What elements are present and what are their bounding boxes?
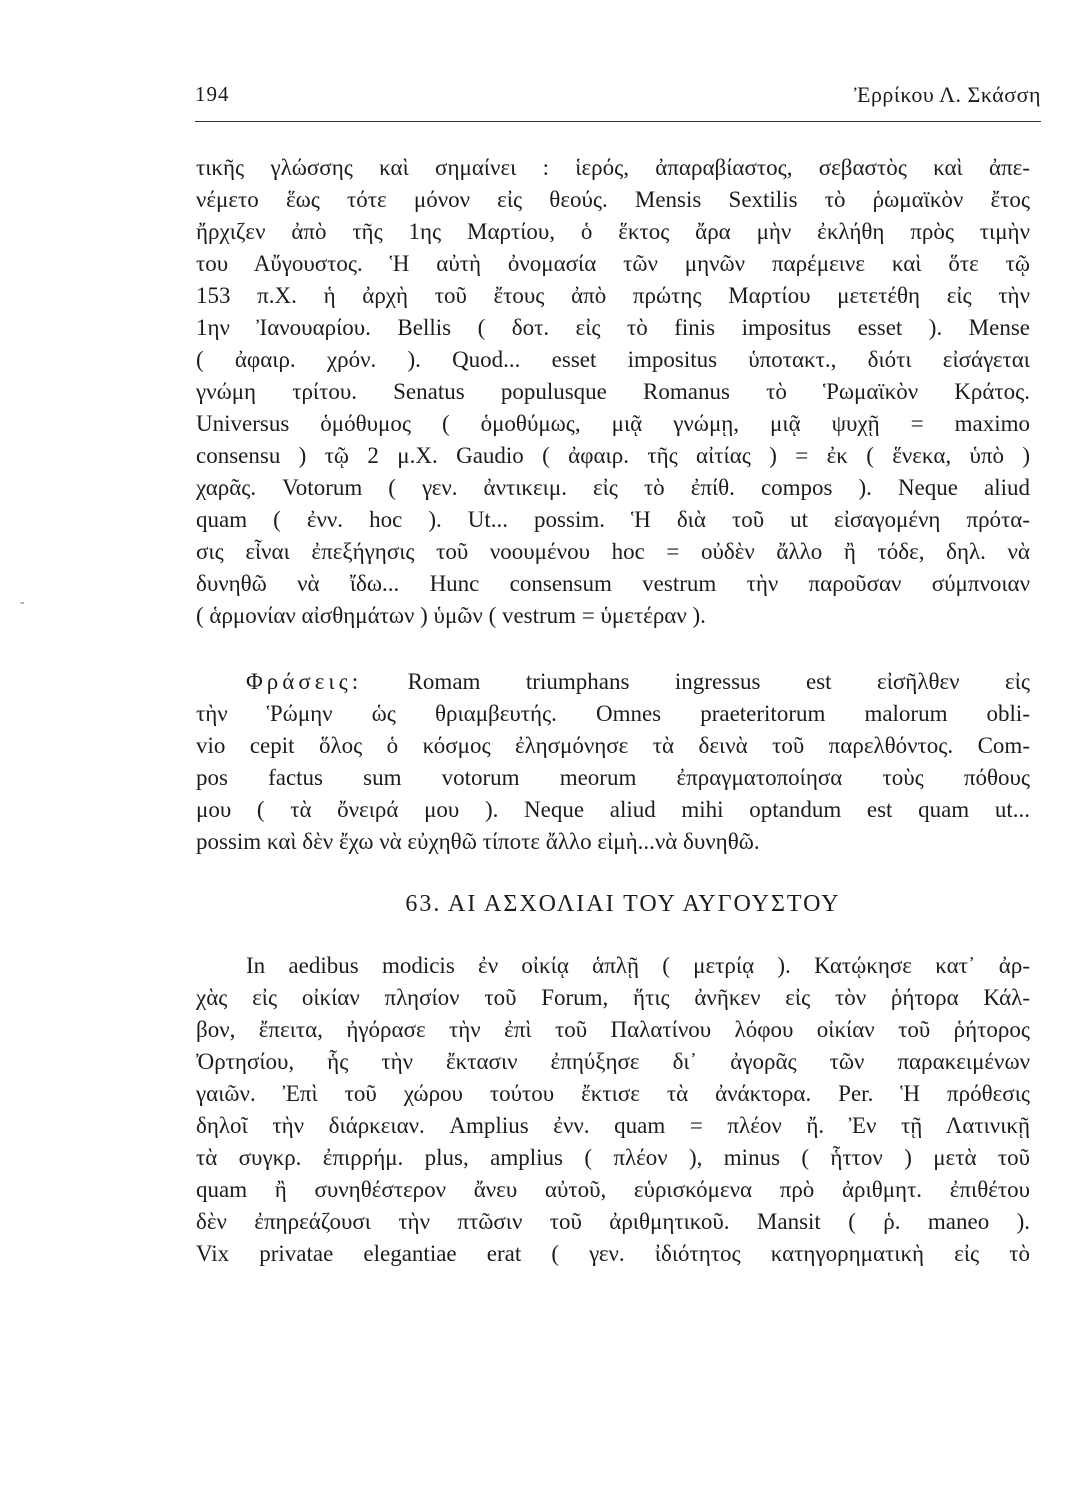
- text-line: vio cepit ὅλος ὁ κόσμος ἐλησμόνησε τὰ δεινὰ τοῦ παρελθόντος. Com-: [196, 733, 1030, 758]
- text-line: quam ( ἐνν. hoc ). Ut... possim. Ἡ διὰ τοῦ ut εἰσαγομένη πρότα-: [196, 507, 1030, 532]
- running-title: Ἐρρίκου Λ. Σκάσση: [853, 82, 1041, 107]
- text-line: σις εἶναι ἐπεξήγησις τοῦ νοουμένου hoc = οὐδὲν ἄλλο ἢ τόδε, δηλ. νὰ: [196, 539, 1030, 564]
- text-body: [196, 152, 1030, 1270]
- text-line: δυνηθῶ νὰ ἴδω... Hunc consensum vestrum τὴν παροῦσαν σύμπνοιαν: [196, 571, 1030, 596]
- text-line: consensu ) τῷ 2 μ.Χ. Gaudio ( ἀφαιρ. τῆς αἰτίας ) = ἐκ ( ἕνεκα, ὑπὸ ): [196, 443, 1030, 468]
- phrases-first-line: Romam triumphans ingressus est εἰσῆλθεν εἰς: [407, 669, 1030, 694]
- text-line: γαιῶν. Ἐπὶ τοῦ χώρου τούτου ἔκτισε τὰ ἀνάκτορα. Per. Ἡ πρόθεσις: [196, 1081, 1030, 1106]
- paragraph-1: [196, 152, 1030, 632]
- phrases-label: Φράσεις:: [246, 669, 363, 694]
- text-line: pos factus sum votorum meorum ἐπραγματοποίησα τοὺς πόθους: [196, 765, 1030, 790]
- text-line: μου ( τὰ ὄνειρά μου ). Neque aliud mihi optandum est quam ut...: [196, 797, 1030, 822]
- text-line: quam ἢ συνηθέστερον ἄνευ αὐτοῦ, εὑρισκόμενα πρὸ ἀριθμητ. ἐπιθέτου: [196, 1177, 1030, 1202]
- text-line: ἤρχιζεν ἀπὸ τῆς 1ης Μαρτίου, ὁ ἕκτος ἄρα μὴν ἐκλήθη πρὸς τιμὴν: [196, 219, 1030, 244]
- text-line: In aedibus modicis ἐν οἰκίᾳ ἁπλῇ ( μετρίᾳ ). Κατῴκησε κατ᾽ ἀρ-: [246, 953, 1030, 978]
- text-line: 153 π.Χ. ἡ ἀρχὴ τοῦ ἔτους ἀπὸ πρώτης Μαρτίου μετετέθη εἰς τὴν: [196, 283, 1030, 308]
- text-line: τικῆς γλώσσης καὶ σημαίνει : ἱερός, ἀπαραβίαστος, σεβαστὸς καὶ ἀπε-: [196, 155, 1030, 180]
- section-heading: 63. ΑΙ ΑΣΧΟΛΙΑΙ ΤΟΥ ΑΥΓΟΥΣΤΟΥ: [405, 891, 841, 917]
- text-line: δὲν ἐπηρεάζουσι τὴν πτῶσιν τοῦ ἀριθμητικοῦ. Mansit ( ῥ. maneo ).: [196, 1209, 1030, 1234]
- text-line: νέμετο ἕως τότε μόνον εἰς θεούς. Mensis Sextilis τὸ ῥωμαϊκὸν ἔτος: [196, 187, 1030, 212]
- paragraph-2: [196, 666, 1030, 858]
- paragraph-3: [196, 950, 1030, 1270]
- text-line: ( ἁρμονίαν αἰσθημάτων ) ὑμῶν ( vestrum = ὑμετέραν ).: [196, 603, 706, 628]
- text-line: 1ην Ἰανουαρίου. Bellis ( δοτ. εἰς τὸ finis impositus esset ). Mense: [196, 315, 1030, 340]
- header-rule: [195, 121, 1041, 122]
- margin-mark: -: [20, 595, 25, 610]
- text-line: βον, ἔπειτα, ἠγόρασε τὴν ἐπὶ τοῦ Παλατίνου λόφου οἰκίαν τοῦ ῥήτορος: [196, 1017, 1030, 1042]
- text-line: Universus ὁμόθυμος ( ὁμοθύμως, μιᾷ γνώμῃ, μιᾷ ψυχῇ = maximo: [196, 411, 1030, 436]
- page-number: 194: [195, 82, 230, 106]
- text-line: τὴν Ῥώμην ὡς θριαμβευτής. Omnes praeteritorum malorum obli-: [196, 701, 1030, 726]
- text-line: possim καὶ δὲν ἔχω νὰ εὐχηθῶ τίποτε ἄλλο εἰμὴ...νὰ δυνηθῶ.: [196, 829, 760, 854]
- text-line: τὰ συγκρ. ἐπιρρήμ. plus, amplius ( πλέον ), minus ( ἧττον ) μετὰ τοῦ: [196, 1145, 1030, 1170]
- page-header: [195, 82, 1041, 122]
- text-line: χὰς εἰς οἰκίαν πλησίον τοῦ Forum, ἥτις ἀνῆκεν εἰς τὸν ῥήτορα Κάλ-: [196, 985, 1030, 1010]
- text-line: ( ἀφαιρ. χρόν. ). Quod... esset impositus ὑποτακτ., διότι εἰσάγεται: [196, 347, 1030, 372]
- text-line: [196, 666, 1030, 698]
- text-line: Vix privatae elegantiae erat ( γεν. ἰδιότητος κατηγορηματικὴ εἰς τὸ: [196, 1241, 1030, 1266]
- text-line: του Αὔγουστος. Ἡ αὐτὴ ὀνομασία τῶν μηνῶν παρέμεινε καὶ ὅτε τῷ: [196, 251, 1030, 276]
- text-line: χαρᾶς. Votorum ( γεν. ἀντικειμ. εἰς τὸ ἐπίθ. compos ). Neque aliud: [196, 475, 1030, 500]
- text-line: γνώμη τρίτου. Senatus populusque Romanus τὸ Ῥωμαϊκὸν Κράτος.: [196, 379, 1030, 404]
- text-line: δηλοῖ τὴν διάρκειαν. Amplius ἐνν. quam = πλέον ἤ. Ἐν τῇ Λατινικῇ: [196, 1113, 1030, 1138]
- text-line: Ὀρτησίου, ἧς τὴν ἔκτασιν ἐπηύξησε δι᾽ ἀγορᾶς τῶν παρακειμένων: [196, 1049, 1030, 1074]
- paragraph-gap: [196, 632, 1030, 666]
